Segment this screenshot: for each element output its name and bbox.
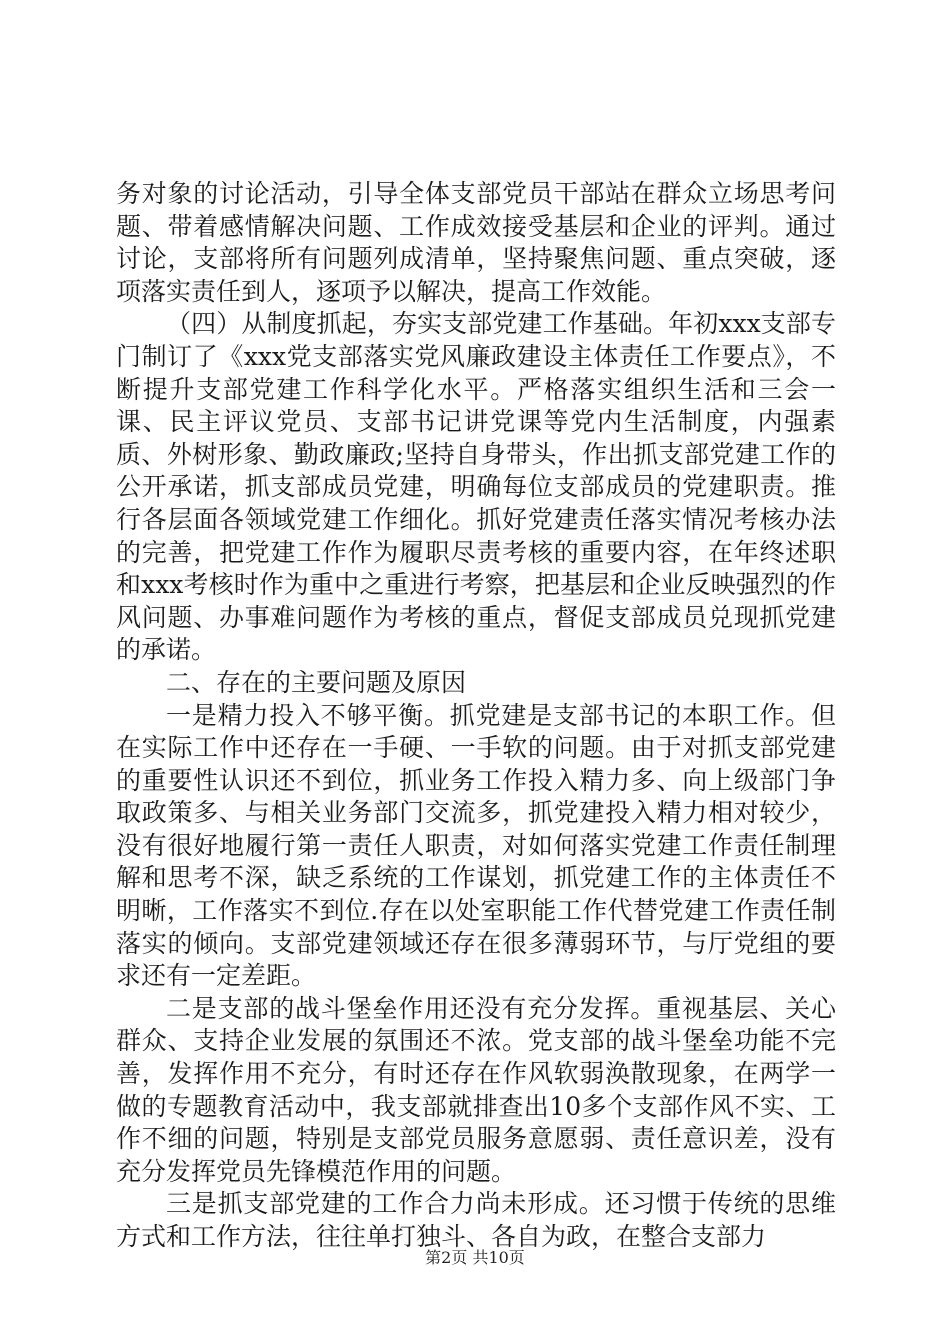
page-number-footer: 第2页 共10页 bbox=[425, 1248, 525, 1267]
section-heading: 二、存在的主要问题及原因 bbox=[166, 667, 467, 697]
paragraph-issue-three: 三是抓支部党建的工作合力尚未形成。还习惯于传统的思维方式和工作方法，往往单打独斗、各自为政，在整合支部力 bbox=[116, 1189, 836, 1251]
paragraph-issue-one: 一是精力投入不够平衡。抓党建是支部书记的本职工作。但在实际工作中还存在一手硬、一手软的问题。由于对抓支部党建的重要性认识还不到位，抓业务工作投入精力多、向上级部门争取政策多、与相关业务部门交流多，抓党建投入精力相对较少，没有很好地履行第一责任人职责，对如何落实党建工作责任制理解和思考不深，缺乏系统的工作谋划，抓党建工作的主体责任不明晰，工作落实不到位.存在以处室职能工作代替党建工作责任制落实的倾向。支部党建领域还存在很多薄弱环节，与厅党组的要求还有一定差距。 bbox=[116, 700, 836, 991]
paragraph-issue-two: 二是支部的战斗堡垒作用还没有充分发挥。重视基层、关心群众、支持企业发展的氛围还不浓。党支部的战斗堡垒功能不完善，发挥作用不充分，有时还存在作风软弱涣散现象，在两学一做的专题教育活动中，我支部就排查出10多个支部作风不实、工作不细的问题，特别是支部党员服务意愿弱、责任意识差，没有充分发挥党员先锋模范作用的问题。 bbox=[116, 993, 836, 1186]
paragraph-continued: 务对象的讨论活动，引导全体支部党员干部站在群众立场思考问题、带着感情解决问题、工作成效接受基层和企业的评判。通过讨论，支部将所有问题列成清单，坚持聚焦问题、重点突破，逐项落实责任到人，逐项予以解决，提高工作效能。 bbox=[116, 179, 836, 306]
document-body bbox=[116, 178, 836, 1254]
paragraph-section-four: （四）从制度抓起，夯实支部党建工作基础。年初xxx支部专门制订了《xxx党支部落实党风廉政建设主体责任工作要点》，不断提升支部党建工作科学化水平。严格落实组织生活和三会一课、民主评议党员、支部书记讲党课等党内生活制度，内强素质、外树形象、勤政廉政;坚持自身带头，作出抓支部党建工作的公开承诺，抓支部成员党建，明确每位支部成员的党建职责。推行各层面各领域党建工作细化。抓好党建责任落实情况考核办法的完善，把党建工作作为履职尽责考核的重要内容，在年终述职和xxx考核时作为重中之重进行考察，把基层和企业反映强烈的作风问题、办事难问题作为考核的重点，督促支部成员兑现抓党建的承诺。 bbox=[116, 309, 836, 665]
